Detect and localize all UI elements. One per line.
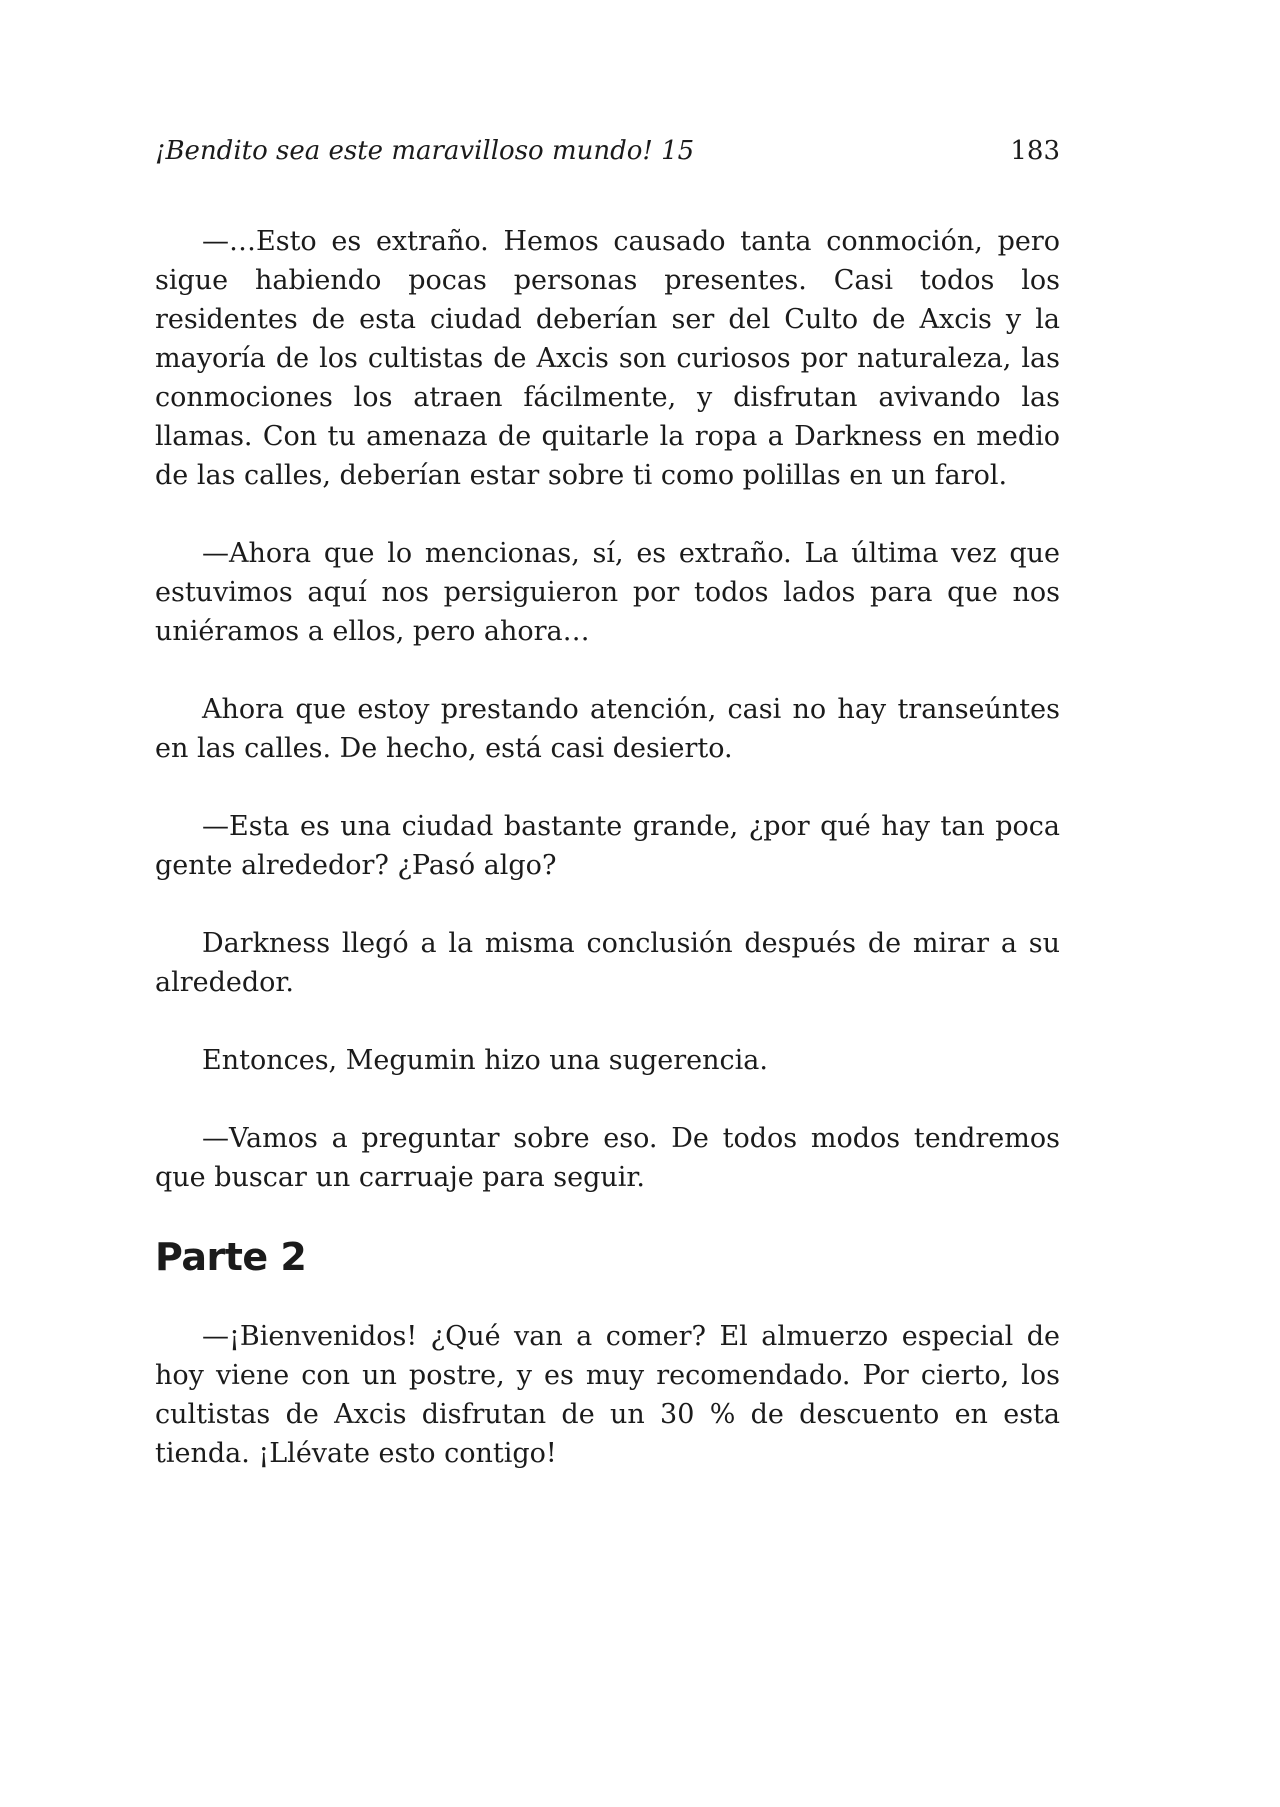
paragraph: —Ahora que lo mencionas, sí, es extraño. La última vez que estuvimos aquí nos persiguieron por todos lados para que nos uniéramos a ellos, pero ahora… bbox=[155, 538, 1060, 647]
running-header bbox=[155, 134, 1060, 168]
paragraph: Darkness llegó a la misma conclusión después de mirar a su alrededor. bbox=[155, 928, 1060, 998]
paragraph: —…Esto es extraño. Hemos causado tanta conmoción, pero sigue habiendo pocas personas presentes. Casi todos los residentes de esta ciudad deberían ser del Culto de Axcis y la mayoría de los cultistas de Axcis son curiosos por naturaleza, las conmociones los atraen fácilmente, y disfrutan avivando las llamas. Con tu amenaza de quitarle la ropa a Darkness en medio de las calles, deberían estar sobre ti como polillas en un farol. bbox=[155, 226, 1060, 491]
body-text bbox=[155, 222, 1060, 1473]
section-heading: Parte 2 bbox=[155, 1235, 307, 1279]
paragraph: —Esta es una ciudad bastante grande, ¿por qué hay tan poca gente alrededor? ¿Pasó algo? bbox=[155, 811, 1060, 881]
paragraph: —Vamos a preguntar sobre eso. De todos modos tendremos que buscar un carruaje para seguir. bbox=[155, 1123, 1060, 1193]
paragraph: —¡Bienvenidos! ¿Qué van a comer? El almuerzo especial de hoy viene con un postre, y es muy recomendado. Por cierto, los cultistas de Axcis disfrutan de un 30 % de descuento en esta tienda. ¡Llévate esto contigo! bbox=[155, 1321, 1060, 1469]
paragraph: Entonces, Megumin hizo una sugerencia. bbox=[202, 1045, 768, 1076]
book-title: ¡Bendito sea este maravilloso mundo! 15 bbox=[155, 136, 695, 166]
paragraph: Ahora que estoy prestando atención, casi no hay transeúntes en las calles. De hecho, está casi desierto. bbox=[155, 694, 1060, 764]
page-number: 183 bbox=[1010, 136, 1060, 166]
